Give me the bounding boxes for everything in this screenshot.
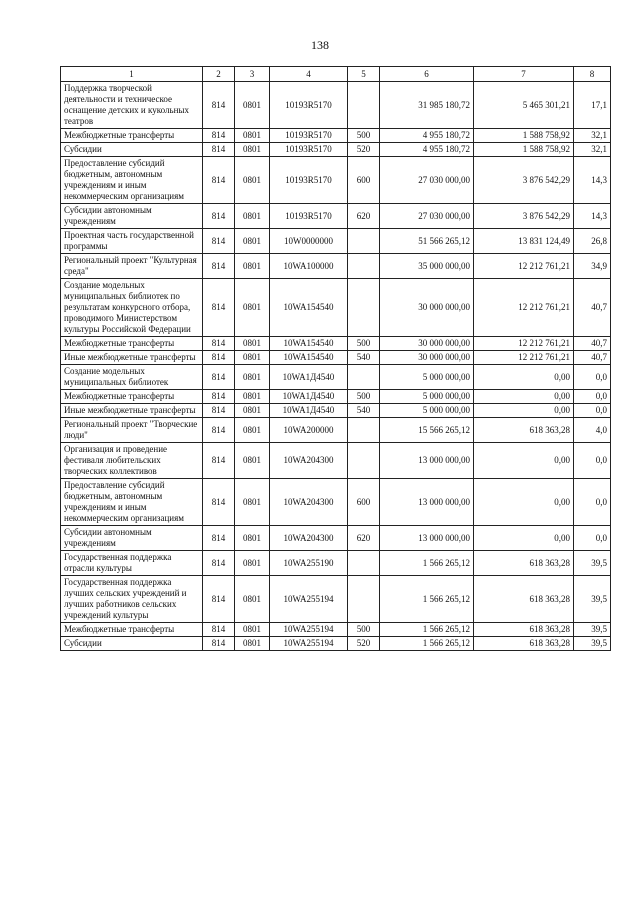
section-code-cell: 0801 — [235, 82, 270, 129]
table-body — [61, 82, 611, 651]
row-name-cell: Иные межбюджетные трансферты — [61, 404, 203, 418]
planned-amount-cell: 1 566 265,12 — [380, 551, 474, 576]
expense-type-cell — [348, 576, 380, 623]
row-name-cell: Межбюджетные трансферты — [61, 129, 203, 143]
column-header: 5 — [348, 67, 380, 82]
execution-percent-cell: 39,5 — [574, 623, 611, 637]
execution-percent-cell: 4,0 — [574, 418, 611, 443]
table-row — [61, 404, 611, 418]
target-article-cell: 10WA255190 — [270, 551, 348, 576]
table-row — [61, 637, 611, 651]
ministry-code-cell: 814 — [203, 129, 235, 143]
execution-percent-cell: 17,1 — [574, 82, 611, 129]
executed-amount-cell: 12 212 761,21 — [474, 254, 574, 279]
row-name-cell: Региональный проект "Культурная среда" — [61, 254, 203, 279]
executed-amount-cell: 618 363,28 — [474, 576, 574, 623]
target-article-cell: 10193R5170 — [270, 129, 348, 143]
section-code-cell: 0801 — [235, 204, 270, 229]
section-code-cell: 0801 — [235, 526, 270, 551]
column-header: 6 — [380, 67, 474, 82]
planned-amount-cell: 4 955 180,72 — [380, 129, 474, 143]
execution-percent-cell: 14,3 — [574, 157, 611, 204]
target-article-cell: 10WA255194 — [270, 637, 348, 651]
section-code-cell: 0801 — [235, 623, 270, 637]
planned-amount-cell: 13 000 000,00 — [380, 443, 474, 479]
target-article-cell: 10WA1Д4540 — [270, 365, 348, 390]
section-code-cell: 0801 — [235, 443, 270, 479]
section-code-cell: 0801 — [235, 390, 270, 404]
row-name-cell: Государственная поддержка лучших сельских учреждений и лучших работников сельских учреждений культуры — [61, 576, 203, 623]
ministry-code-cell: 814 — [203, 279, 235, 337]
row-name-cell: Субсидии — [61, 143, 203, 157]
table-row — [61, 479, 611, 526]
expense-type-cell — [348, 82, 380, 129]
row-name-cell: Иные межбюджетные трансферты — [61, 351, 203, 365]
planned-amount-cell: 13 000 000,00 — [380, 479, 474, 526]
execution-percent-cell: 40,7 — [574, 279, 611, 337]
ministry-code-cell: 814 — [203, 576, 235, 623]
planned-amount-cell: 51 566 265,12 — [380, 229, 474, 254]
executed-amount-cell: 618 363,28 — [474, 623, 574, 637]
table-row — [61, 143, 611, 157]
table-row — [61, 254, 611, 279]
target-article-cell: 10193R5170 — [270, 204, 348, 229]
row-name-cell: Создание модельных муниципальных библиотек по результатам конкурсного отбора, проводимого Министерством культуры Российской Федерации — [61, 279, 203, 337]
budget-table — [60, 66, 611, 651]
target-article-cell: 10WA255194 — [270, 623, 348, 637]
planned-amount-cell: 27 030 000,00 — [380, 204, 474, 229]
planned-amount-cell: 5 000 000,00 — [380, 365, 474, 390]
execution-percent-cell: 39,5 — [574, 576, 611, 623]
row-name-cell: Региональный проект "Творческие люди" — [61, 418, 203, 443]
target-article-cell: 10WA204300 — [270, 479, 348, 526]
target-article-cell: 10WA154540 — [270, 279, 348, 337]
planned-amount-cell: 15 566 265,12 — [380, 418, 474, 443]
planned-amount-cell: 5 000 000,00 — [380, 390, 474, 404]
section-code-cell: 0801 — [235, 637, 270, 651]
executed-amount-cell: 0,00 — [474, 404, 574, 418]
expense-type-cell: 520 — [348, 143, 380, 157]
executed-amount-cell: 0,00 — [474, 390, 574, 404]
target-article-cell: 10WA1Д4540 — [270, 404, 348, 418]
row-name-cell: Межбюджетные трансферты — [61, 390, 203, 404]
expense-type-cell — [348, 279, 380, 337]
row-name-cell: Государственная поддержка отрасли культуры — [61, 551, 203, 576]
row-name-cell: Субсидии — [61, 637, 203, 651]
planned-amount-cell: 30 000 000,00 — [380, 337, 474, 351]
section-code-cell: 0801 — [235, 365, 270, 390]
section-code-cell: 0801 — [235, 143, 270, 157]
table-row — [61, 443, 611, 479]
column-header: 2 — [203, 67, 235, 82]
ministry-code-cell: 814 — [203, 157, 235, 204]
ministry-code-cell: 814 — [203, 526, 235, 551]
ministry-code-cell: 814 — [203, 443, 235, 479]
table-row — [61, 129, 611, 143]
target-article-cell: 10193R5170 — [270, 143, 348, 157]
target-article-cell: 10WA255194 — [270, 576, 348, 623]
expense-type-cell — [348, 418, 380, 443]
planned-amount-cell: 30 000 000,00 — [380, 351, 474, 365]
expense-type-cell: 500 — [348, 390, 380, 404]
expense-type-cell — [348, 229, 380, 254]
expense-type-cell: 520 — [348, 637, 380, 651]
table-row — [61, 82, 611, 129]
expense-type-cell: 620 — [348, 204, 380, 229]
section-code-cell: 0801 — [235, 351, 270, 365]
planned-amount-cell: 1 566 265,12 — [380, 637, 474, 651]
expense-type-cell: 540 — [348, 351, 380, 365]
section-code-cell: 0801 — [235, 418, 270, 443]
column-header: 1 — [61, 67, 203, 82]
executed-amount-cell: 0,00 — [474, 365, 574, 390]
execution-percent-cell: 14,3 — [574, 204, 611, 229]
section-code-cell: 0801 — [235, 254, 270, 279]
table-row — [61, 390, 611, 404]
section-code-cell: 0801 — [235, 229, 270, 254]
section-code-cell: 0801 — [235, 404, 270, 418]
expense-type-cell — [348, 443, 380, 479]
ministry-code-cell: 814 — [203, 143, 235, 157]
target-article-cell: 10WA200000 — [270, 418, 348, 443]
execution-percent-cell: 0,0 — [574, 526, 611, 551]
column-header: 7 — [474, 67, 574, 82]
planned-amount-cell: 1 566 265,12 — [380, 576, 474, 623]
ministry-code-cell: 814 — [203, 551, 235, 576]
table-row — [61, 337, 611, 351]
section-code-cell: 0801 — [235, 551, 270, 576]
execution-percent-cell: 32,1 — [574, 143, 611, 157]
ministry-code-cell: 814 — [203, 351, 235, 365]
executed-amount-cell: 13 831 124,49 — [474, 229, 574, 254]
row-name-cell: Субсидии автономным учреждениям — [61, 526, 203, 551]
planned-amount-cell: 13 000 000,00 — [380, 526, 474, 551]
expense-type-cell: 540 — [348, 404, 380, 418]
table-header-row — [61, 67, 611, 82]
planned-amount-cell: 35 000 000,00 — [380, 254, 474, 279]
execution-percent-cell: 26,8 — [574, 229, 611, 254]
planned-amount-cell: 5 000 000,00 — [380, 404, 474, 418]
table-row — [61, 418, 611, 443]
executed-amount-cell: 1 588 758,92 — [474, 143, 574, 157]
executed-amount-cell: 1 588 758,92 — [474, 129, 574, 143]
execution-percent-cell: 0,0 — [574, 390, 611, 404]
target-article-cell: 10WA100000 — [270, 254, 348, 279]
expense-type-cell — [348, 254, 380, 279]
section-code-cell: 0801 — [235, 129, 270, 143]
target-article-cell: 10WA154540 — [270, 351, 348, 365]
target-article-cell: 10WA154540 — [270, 337, 348, 351]
ministry-code-cell: 814 — [203, 418, 235, 443]
table-row — [61, 351, 611, 365]
table-row — [61, 623, 611, 637]
row-name-cell: Создание модельных муниципальных библиотек — [61, 365, 203, 390]
executed-amount-cell: 3 876 542,29 — [474, 204, 574, 229]
planned-amount-cell: 4 955 180,72 — [380, 143, 474, 157]
executed-amount-cell: 618 363,28 — [474, 418, 574, 443]
expense-type-cell: 500 — [348, 129, 380, 143]
execution-percent-cell: 0,0 — [574, 443, 611, 479]
target-article-cell: 10W0000000 — [270, 229, 348, 254]
expense-type-cell: 600 — [348, 157, 380, 204]
column-header: 8 — [574, 67, 611, 82]
expense-type-cell: 500 — [348, 623, 380, 637]
row-name-cell: Поддержка творческой деятельности и техническое оснащение детских и кукольных театров — [61, 82, 203, 129]
planned-amount-cell: 1 566 265,12 — [380, 623, 474, 637]
executed-amount-cell: 618 363,28 — [474, 637, 574, 651]
expense-type-cell — [348, 365, 380, 390]
table-row — [61, 229, 611, 254]
planned-amount-cell: 27 030 000,00 — [380, 157, 474, 204]
ministry-code-cell: 814 — [203, 404, 235, 418]
table-row — [61, 365, 611, 390]
executed-amount-cell: 0,00 — [474, 443, 574, 479]
ministry-code-cell: 814 — [203, 254, 235, 279]
section-code-cell: 0801 — [235, 479, 270, 526]
row-name-cell: Организация и проведение фестиваля любительских творческих коллективов — [61, 443, 203, 479]
executed-amount-cell: 12 212 761,21 — [474, 351, 574, 365]
table-row — [61, 551, 611, 576]
table-row — [61, 157, 611, 204]
table-row — [61, 279, 611, 337]
section-code-cell: 0801 — [235, 157, 270, 204]
row-name-cell: Проектная часть государственной программы — [61, 229, 203, 254]
section-code-cell: 0801 — [235, 337, 270, 351]
executed-amount-cell: 12 212 761,21 — [474, 279, 574, 337]
expense-type-cell: 600 — [348, 479, 380, 526]
target-article-cell: 10WA204300 — [270, 526, 348, 551]
section-code-cell: 0801 — [235, 279, 270, 337]
table-row — [61, 576, 611, 623]
column-header: 3 — [235, 67, 270, 82]
table-row — [61, 204, 611, 229]
table-row — [61, 526, 611, 551]
planned-amount-cell: 31 985 180,72 — [380, 82, 474, 129]
ministry-code-cell: 814 — [203, 337, 235, 351]
execution-percent-cell: 0,0 — [574, 404, 611, 418]
ministry-code-cell: 814 — [203, 637, 235, 651]
column-header: 4 — [270, 67, 348, 82]
executed-amount-cell: 3 876 542,29 — [474, 157, 574, 204]
expense-type-cell — [348, 551, 380, 576]
ministry-code-cell: 814 — [203, 479, 235, 526]
target-article-cell: 10WA204300 — [270, 443, 348, 479]
row-name-cell: Межбюджетные трансферты — [61, 337, 203, 351]
executed-amount-cell: 12 212 761,21 — [474, 337, 574, 351]
executed-amount-cell: 618 363,28 — [474, 551, 574, 576]
row-name-cell: Субсидии автономным учреждениям — [61, 204, 203, 229]
execution-percent-cell: 40,7 — [574, 351, 611, 365]
planned-amount-cell: 30 000 000,00 — [380, 279, 474, 337]
ministry-code-cell: 814 — [203, 204, 235, 229]
execution-percent-cell: 0,0 — [574, 479, 611, 526]
row-name-cell: Предоставление субсидий бюджетным, автономным учреждениям и иным некоммерческим организациям — [61, 479, 203, 526]
ministry-code-cell: 814 — [203, 82, 235, 129]
row-name-cell: Предоставление субсидий бюджетным, автономным учреждениям и иным некоммерческим организациям — [61, 157, 203, 204]
page-number: 138 — [311, 38, 329, 52]
execution-percent-cell: 40,7 — [574, 337, 611, 351]
executed-amount-cell: 0,00 — [474, 526, 574, 551]
ministry-code-cell: 814 — [203, 390, 235, 404]
ministry-code-cell: 814 — [203, 623, 235, 637]
ministry-code-cell: 814 — [203, 229, 235, 254]
row-name-cell: Межбюджетные трансферты — [61, 623, 203, 637]
ministry-code-cell: 814 — [203, 365, 235, 390]
target-article-cell: 10193R5170 — [270, 157, 348, 204]
execution-percent-cell: 39,5 — [574, 551, 611, 576]
target-article-cell: 10193R5170 — [270, 82, 348, 129]
executed-amount-cell: 5 465 301,21 — [474, 82, 574, 129]
expense-type-cell: 500 — [348, 337, 380, 351]
section-code-cell: 0801 — [235, 576, 270, 623]
execution-percent-cell: 34,9 — [574, 254, 611, 279]
executed-amount-cell: 0,00 — [474, 479, 574, 526]
execution-percent-cell: 0,0 — [574, 365, 611, 390]
execution-percent-cell: 32,1 — [574, 129, 611, 143]
target-article-cell: 10WA1Д4540 — [270, 390, 348, 404]
execution-percent-cell: 39,5 — [574, 637, 611, 651]
expense-type-cell: 620 — [348, 526, 380, 551]
